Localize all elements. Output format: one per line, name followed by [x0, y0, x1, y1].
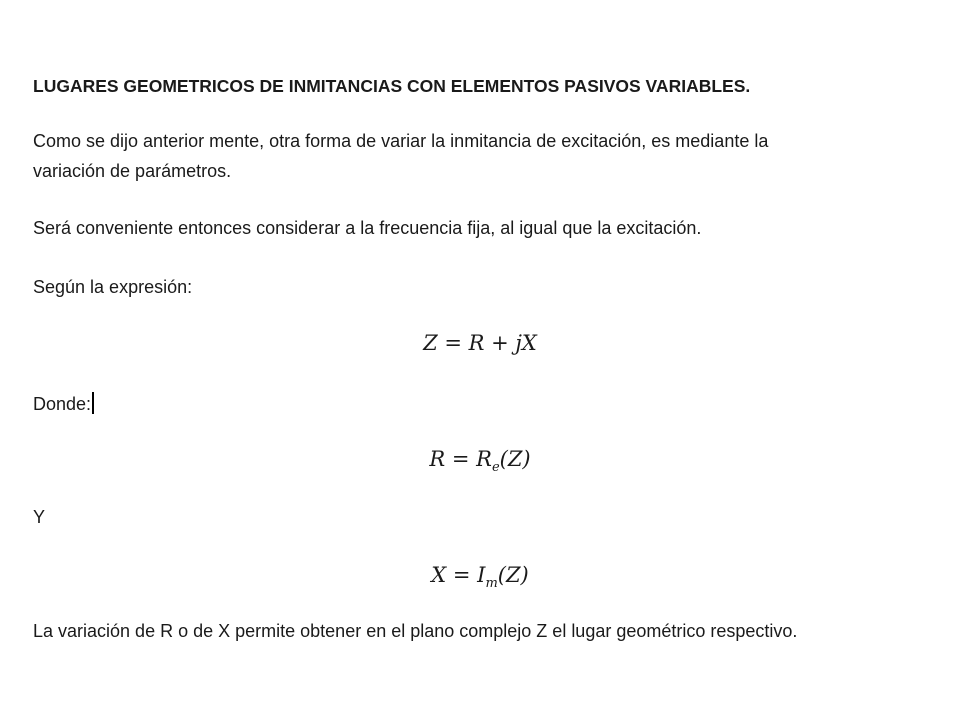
paragraph-4: La variación de R o de X permite obtener en el plano complejo Z el lugar geométrico respectivo.	[33, 621, 798, 641]
paragraph-2: Será conveniente entonces considerar a la frecuencia fija, al igual que la excitación.	[33, 218, 702, 238]
equation-resistance	[0, 447, 960, 475]
text-cursor	[92, 392, 94, 414]
equation-reactance-lhs: X = I	[431, 563, 486, 587]
equation-reactance-rhs: (Z)	[497, 563, 529, 587]
paragraph-1-line-2: variación de parámetros.	[33, 161, 232, 181]
equation-reactance-subscript: m	[485, 576, 498, 591]
donde-label: Donde:	[33, 394, 92, 414]
paragraph-1-line-1: Como se dijo anterior mente, otra forma de variar la inmitancia de excitación, es mediante la	[33, 131, 769, 151]
equation-resistance-lhs: R = R	[429, 447, 492, 471]
document-title: LUGARES GEOMETRICOS DE INMITANCIAS CON ELEMENTOS PASIVOS VARIABLES.	[33, 76, 751, 96]
equation-resistance-subscript: e	[491, 460, 500, 475]
paragraph-3: Según la expresión:	[33, 277, 193, 297]
y-label: Y	[33, 507, 46, 527]
equation-reactance	[0, 563, 960, 591]
equation-resistance-rhs: (Z)	[499, 447, 531, 471]
equation-impedance: Z = R + jX	[423, 331, 537, 355]
donde-line[interactable]	[33, 392, 94, 415]
